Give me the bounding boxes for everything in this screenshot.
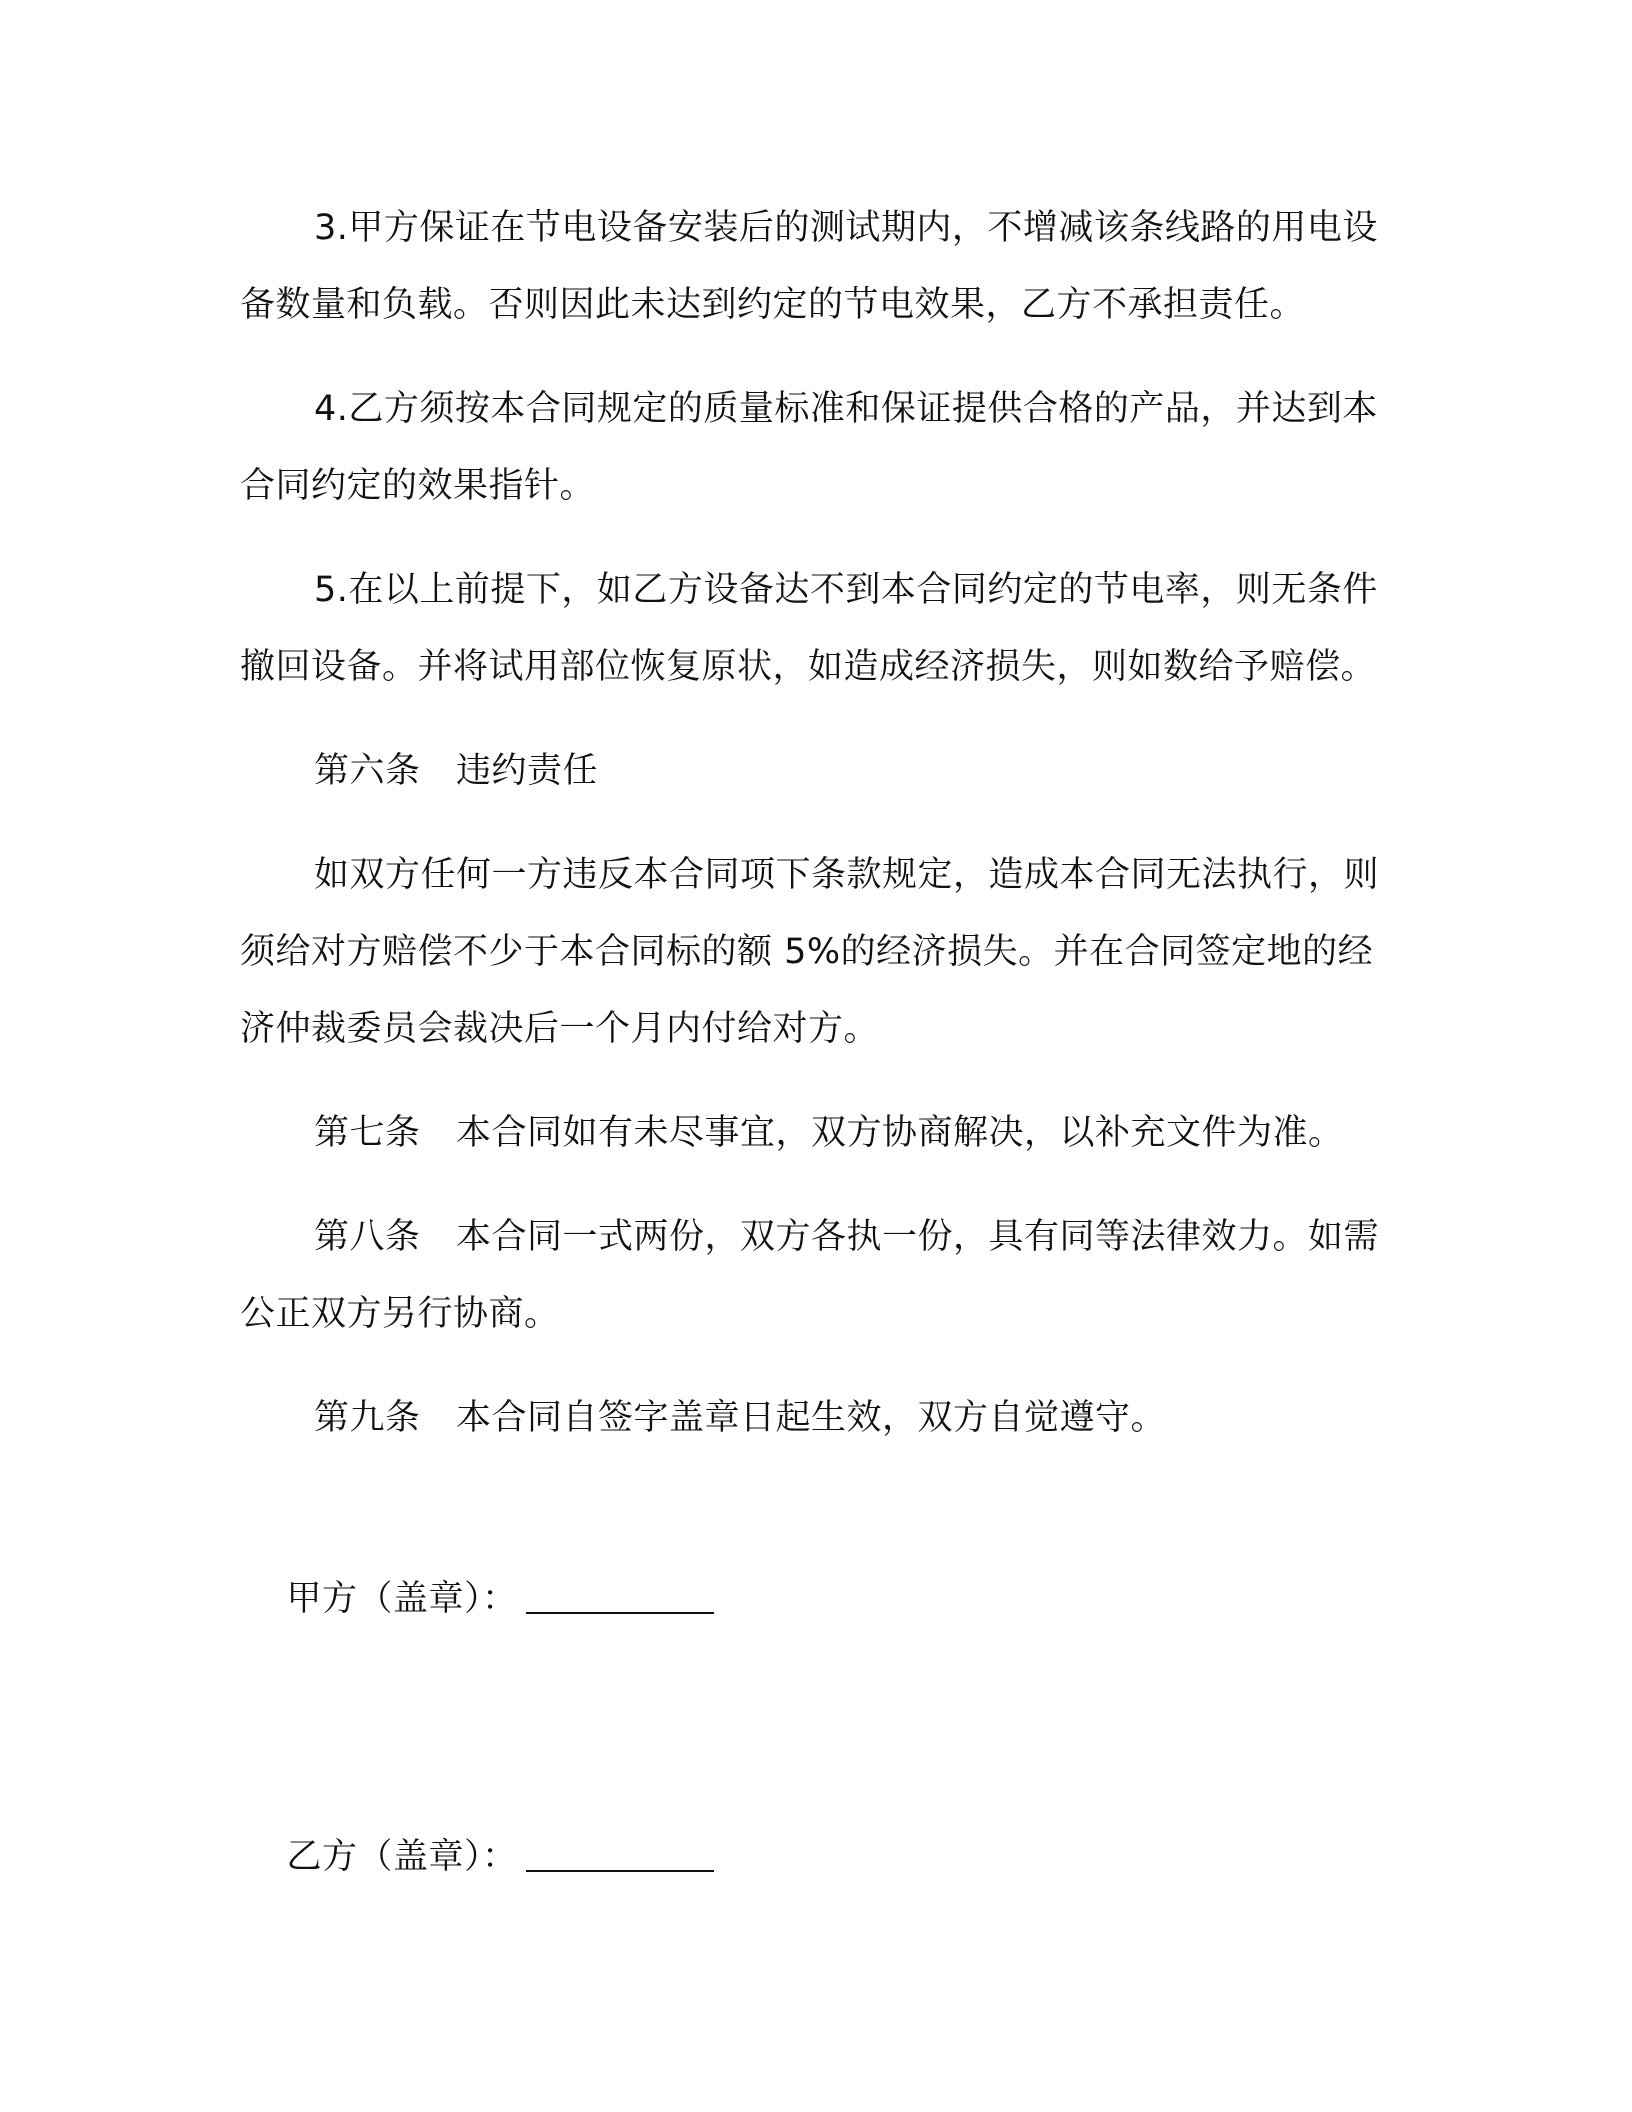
article-8: 第八条 本合同一式两份，双方各执一份，具有同等法律效力。如需公正双方另行协商。 — [240, 1217, 1380, 1334]
party-a-signature — [240, 1484, 1380, 1715]
document-page — [240, 190, 1380, 2000]
article-6-body: 如双方任何一方违反本合同项下条款规定，造成本合同无法执行，则须给对方赔偿不少于本合同标的额 5%的经济损失。并在合同签定地的经济仲裁委员会裁决后一个月内付给对方。 — [240, 855, 1380, 1049]
clause-3: 3.甲方保证在节电设备安装后的测试期内，不增减该条线路的用电设备数量和负载。否则因此未达到约定的节电效果，乙方不承担责任。 — [240, 208, 1378, 325]
party-b-signature — [240, 1742, 1380, 1973]
article-6-heading: 第六条 违约责任 — [314, 751, 599, 791]
party-b-signature-line — [526, 1836, 714, 1872]
article-9: 第九条 本合同自签字盖章日起生效，双方自觉遵守。 — [314, 1398, 1167, 1438]
clause-4: 4.乙方须按本合同规定的质量标准和保证提供合格的产品，并达到本合同约定的效果指针。 — [240, 389, 1378, 506]
article-7: 第七条 本合同如有未尽事宜，双方协商解决，以补充文件为准。 — [314, 1113, 1344, 1153]
party-a-label: 甲方（盖章）： — [286, 1579, 518, 1619]
party-a-signature-line — [526, 1578, 714, 1614]
party-b-label: 乙方（盖章）： — [286, 1837, 518, 1877]
clause-5: 5.在以上前提下，如乙方设备达不到本合同约定的节电率，则无条件撤回设备。并将试用部位恢复原状，如造成经济损失，则如数给予赔偿。 — [240, 570, 1378, 687]
